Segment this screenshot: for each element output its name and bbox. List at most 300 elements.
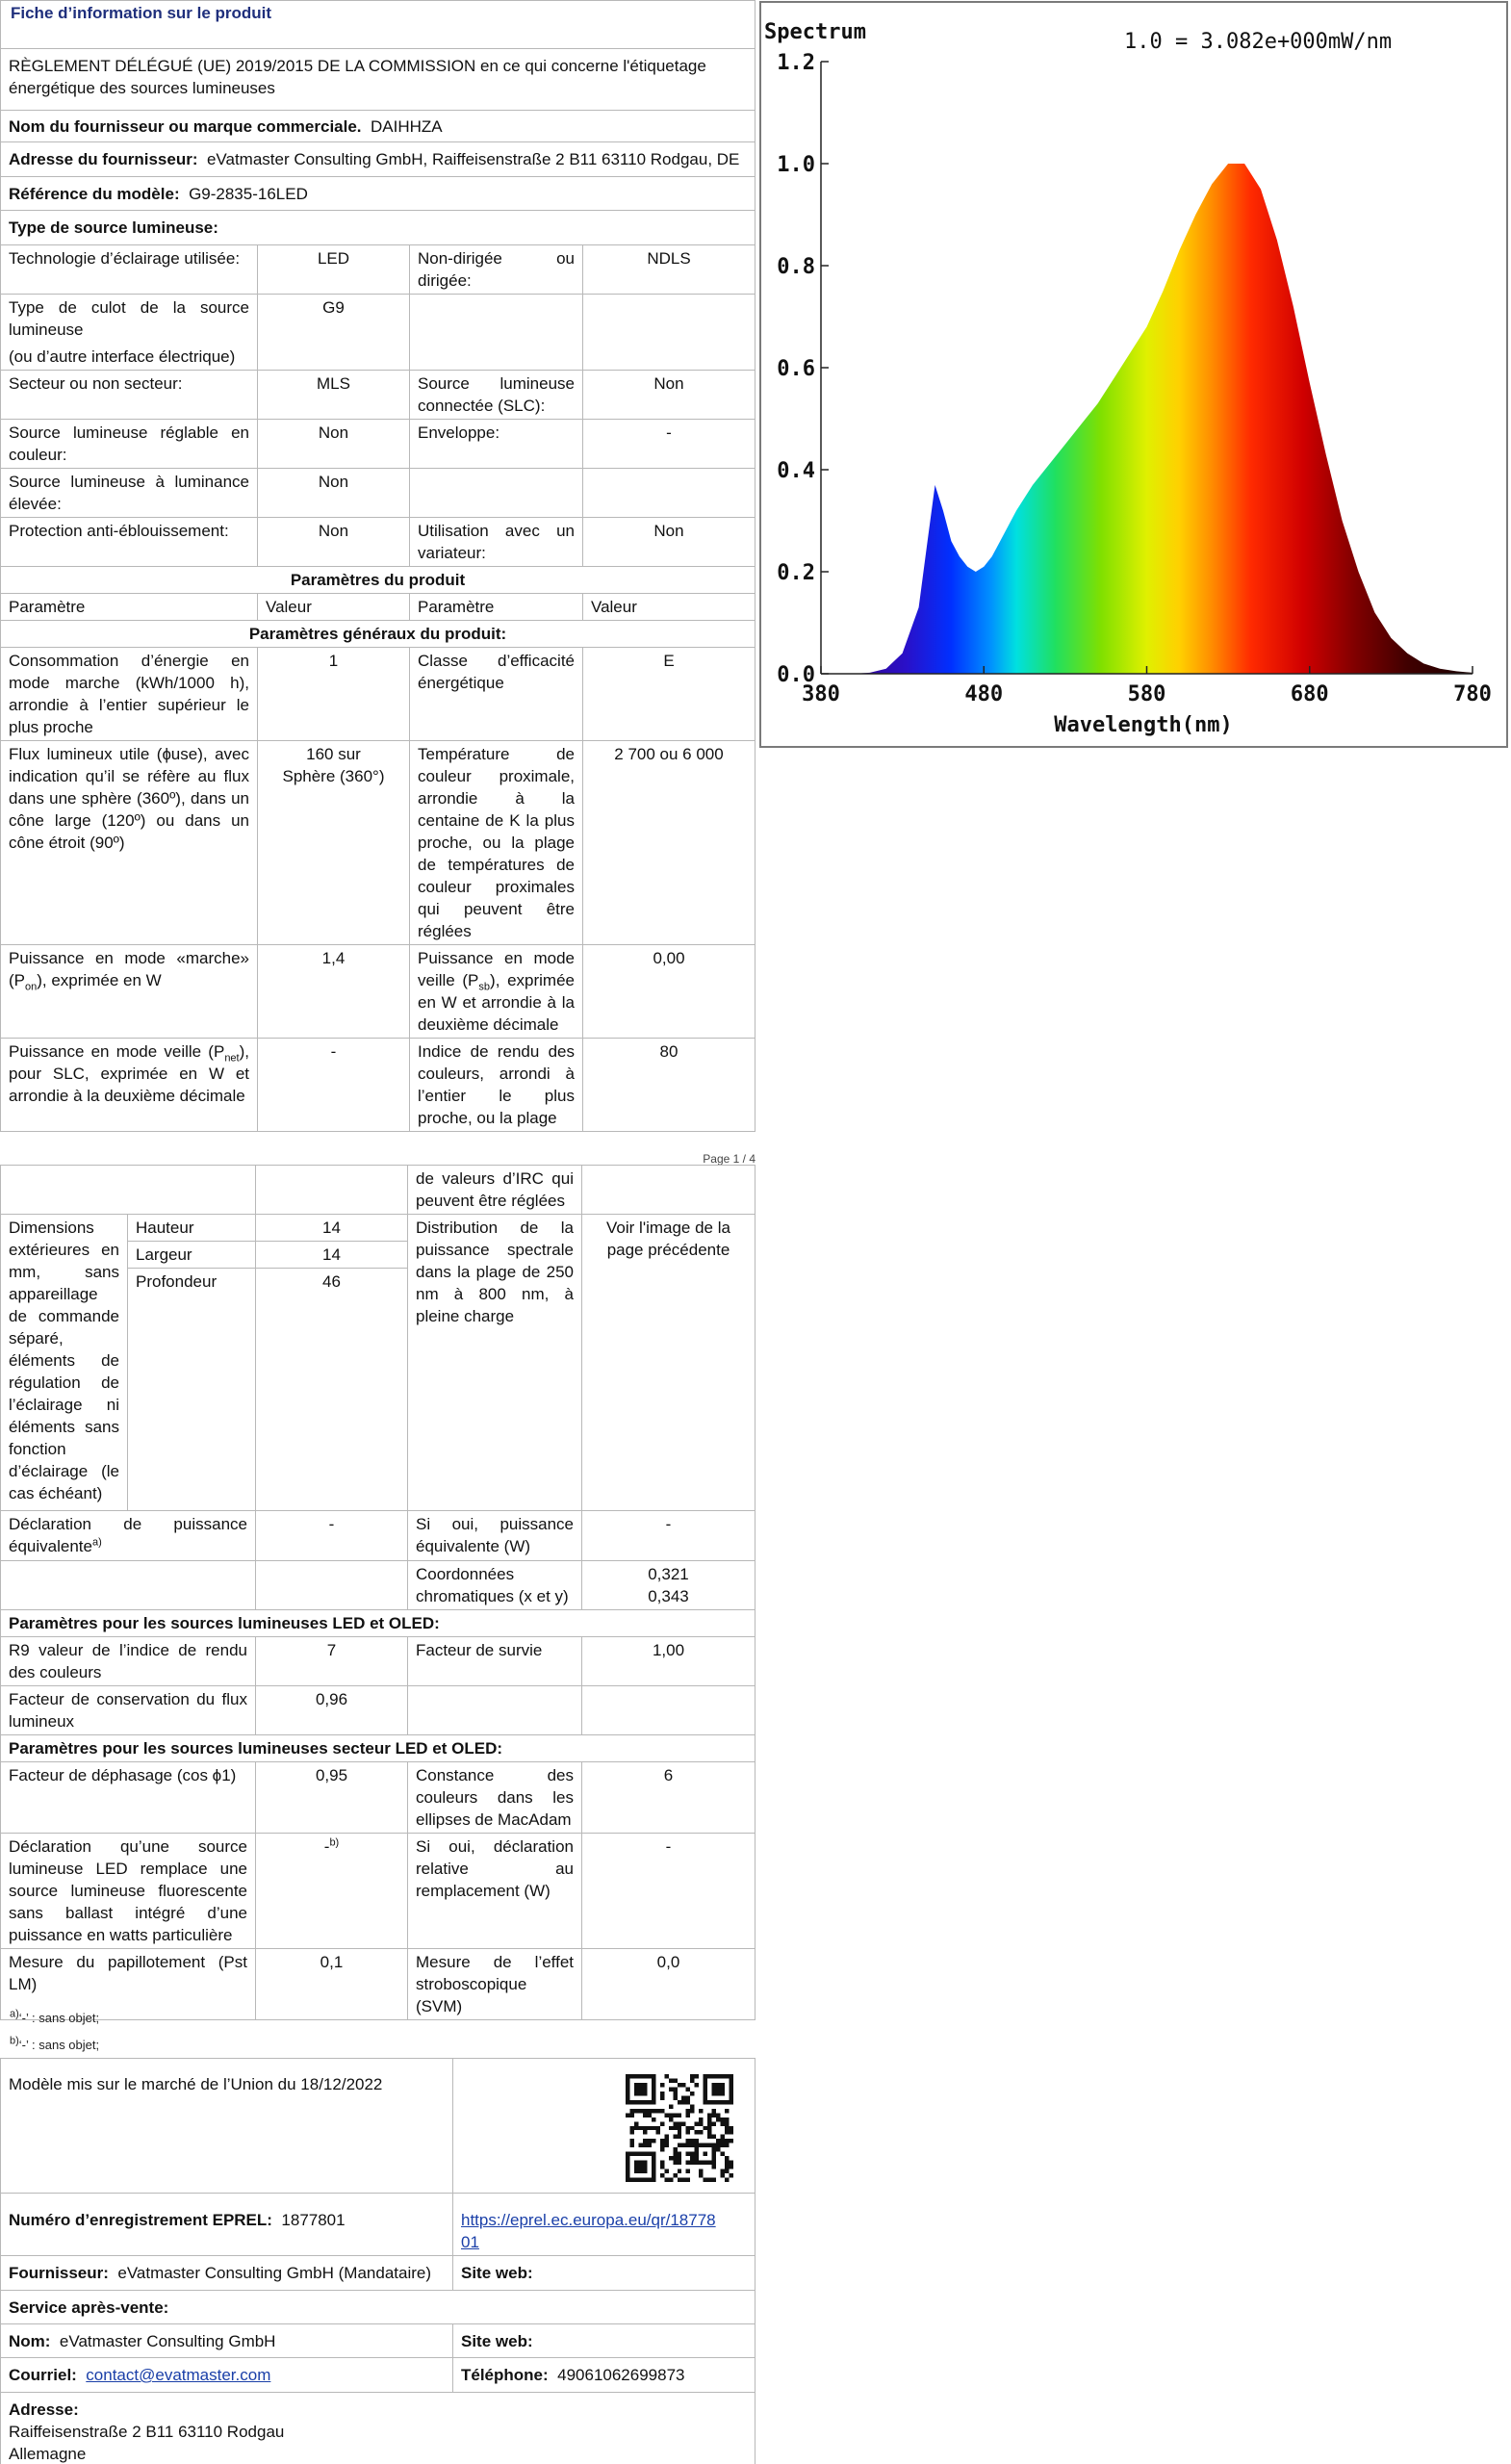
address-line1: Raiffeisenstraße 2 B11 63110 Rodgau (9, 2423, 285, 2441)
qr-module (730, 2126, 733, 2130)
on-power-label-a: Puissance en mode «marche» (P (9, 949, 249, 989)
qr-module (721, 2083, 725, 2087)
flux-value-line1: 160 sur (306, 745, 361, 763)
qr-module (643, 2139, 647, 2143)
qr-module (652, 2169, 655, 2173)
qr-module (664, 2135, 668, 2139)
net-standby-label (1, 1039, 258, 1132)
qr-module (673, 2135, 677, 2139)
qr-module (652, 2156, 655, 2160)
qr-module (626, 2161, 629, 2165)
qr-module (681, 2143, 685, 2147)
product-params-heading: Paramètres du produit (1, 567, 756, 594)
dimmable-label: Utilisation avec un variateur: (410, 518, 583, 567)
qr-module (712, 2092, 716, 2095)
qr-module (704, 2078, 707, 2082)
standby-value: 0,00 (583, 945, 756, 1039)
qr-module (660, 2095, 664, 2099)
empty-cell (582, 1686, 756, 1735)
qr-module (638, 2100, 642, 2104)
qr-module (707, 2161, 711, 2165)
qr-module (707, 2126, 711, 2130)
qr-module (660, 2165, 664, 2169)
qr-module (707, 2130, 711, 2134)
qr-module (686, 2161, 690, 2165)
qr-module (681, 2121, 685, 2125)
macadam-value: 6 (582, 1762, 756, 1834)
qr-module (673, 2113, 677, 2117)
x-tick-label: 680 (1290, 682, 1329, 706)
qr-module (712, 2135, 716, 2139)
qr-module (721, 2169, 725, 2173)
qr-module (626, 2156, 629, 2160)
qr-module (690, 2143, 694, 2147)
qr-module (690, 2109, 694, 2113)
qr-module (643, 2169, 647, 2173)
qr-module (626, 2087, 629, 2091)
supplier-address-row (1, 142, 756, 177)
service-name-label: Nom: (9, 2332, 51, 2350)
qr-module (673, 2121, 677, 2125)
qr-module (647, 2178, 651, 2182)
qr-module (652, 2165, 655, 2169)
survival-value: 1,00 (582, 1637, 756, 1686)
qr-module (652, 2078, 655, 2082)
qr-module (634, 2100, 638, 2104)
envelope-value: - (583, 420, 756, 469)
qr-module (643, 2113, 647, 2117)
qr-module (678, 2135, 681, 2139)
empty-cell (582, 1166, 756, 1215)
qr-module (721, 2100, 725, 2104)
qr-module (626, 2095, 629, 2099)
qr-module (716, 2147, 720, 2151)
qr-module (678, 2100, 681, 2104)
r9-label: R9 valeur de l’indice de rendu des couleurs (1, 1637, 256, 1686)
qr-module (686, 2095, 690, 2099)
footnote-b-text: ‘-’ : sans objet; (18, 2038, 100, 2052)
qr-module (634, 2087, 638, 2091)
mains-led-params-heading: Paramètres pour les sources lumineuses secteur LED et OLED: (1, 1735, 756, 1762)
macadam-label: Constance des couleurs dans les ellipses de MacAdam (408, 1762, 582, 1834)
qr-module (626, 2178, 629, 2182)
qr-module (699, 2118, 703, 2121)
led-params-heading: Paramètres pour les sources lumineuses LED et OLED: (1, 1610, 756, 1637)
qr-module (664, 2139, 668, 2143)
mains-label: Secteur ou non secteur: (1, 371, 258, 420)
qr-module (652, 2083, 655, 2087)
qr-module (629, 2109, 633, 2113)
qr-module (634, 2178, 638, 2182)
qr-code[interactable] (626, 2074, 733, 2182)
qr-module (655, 2130, 659, 2134)
qr-module (712, 2109, 716, 2113)
standby-label-b: ), exprimée en W et arrondie à la deuxième décimale (418, 971, 575, 1034)
col-header-value: Valeur (258, 594, 410, 621)
qr-module (712, 2113, 716, 2117)
flicker-value: 0,1 (256, 1949, 408, 2020)
chroma-y: 0,343 (648, 1587, 689, 1605)
qr-module (716, 2100, 720, 2104)
spectrum-chart (758, 0, 1511, 749)
supplier-address-label: Adresse du fournisseur: (9, 150, 198, 168)
qr-module (643, 2126, 647, 2130)
on-power-value: 1,4 (258, 945, 410, 1039)
qr-module (638, 2143, 642, 2147)
qr-module (673, 2092, 677, 2095)
eprel-label: Numéro d’enregistrement EPREL: (9, 2211, 272, 2229)
qr-module (634, 2109, 638, 2113)
qr-module (721, 2139, 725, 2143)
model-value: G9-2835-16LED (189, 185, 308, 203)
efficiency-class-label: Classe d’efficacité énergétique (410, 648, 583, 741)
phone-row (453, 2358, 756, 2393)
qr-module (704, 2152, 707, 2156)
col-header-value-2: Valeur (583, 594, 756, 621)
qr-module (643, 2109, 647, 2113)
qr-module (626, 2100, 629, 2104)
qr-module (695, 2143, 699, 2147)
qr-module (652, 2126, 655, 2130)
stroboscopic-value: 0,0 (582, 1949, 756, 2020)
qr-module (707, 2143, 711, 2147)
qr-module (730, 2078, 733, 2082)
standby-label (410, 945, 583, 1039)
qr-module (678, 2130, 681, 2134)
qr-module (626, 2165, 629, 2169)
qr-module (725, 2143, 729, 2147)
qr-module (686, 2100, 690, 2104)
qr-module (638, 2152, 642, 2156)
qr-module (678, 2156, 681, 2160)
width-label: Largeur (128, 1242, 256, 1269)
qr-module (725, 2161, 729, 2165)
email-link[interactable]: contact@evatmaster.com (86, 2366, 271, 2384)
qr-module (673, 2152, 677, 2156)
qr-module (647, 2074, 651, 2078)
flux-value-line2: Sphère (360°) (282, 767, 385, 785)
qr-module (643, 2143, 647, 2147)
qr-module (704, 2095, 707, 2099)
qr-module (626, 2092, 629, 2095)
supplier-value: eVatmaster Consulting GmbH (Mandataire) (117, 2264, 432, 2282)
x-tick-label: 780 (1453, 682, 1492, 706)
height-label: Hauteur (128, 1215, 256, 1242)
qr-module (673, 2156, 677, 2160)
qr-module (638, 2087, 642, 2091)
qr-module (626, 2113, 629, 2117)
qr-module (716, 2143, 720, 2147)
qr-module (681, 2100, 685, 2104)
qr-module (690, 2139, 694, 2143)
equiv-power-label: Si oui, puissance équivalente (W) (408, 1511, 582, 1561)
service-name-row (1, 2324, 453, 2358)
qr-module (660, 2147, 664, 2151)
empty-cell (408, 1686, 582, 1735)
supplier-name-value: DAIHHZA (370, 117, 443, 136)
qr-module (652, 2092, 655, 2095)
qr-module (730, 2139, 733, 2143)
eprel-row (1, 2194, 453, 2256)
cri-label-cont: de valeurs d’IRC qui peuvent être réglées (408, 1166, 582, 1215)
qr-module (725, 2165, 729, 2169)
survival-label: Facteur de survie (408, 1637, 582, 1686)
empty-cell (583, 295, 756, 371)
qr-module (643, 2074, 647, 2078)
spd-label: Distribution de la puissance spectrale dans la plage de 250 nm à 800 nm, à pleine charge (408, 1215, 582, 1511)
qr-module (669, 2178, 673, 2182)
eprel-value: 1877801 (281, 2211, 346, 2229)
website-label: Site web: (453, 2256, 756, 2291)
qr-module (712, 2100, 716, 2104)
qr-module (690, 2161, 694, 2165)
directional-label: Non-dirigée ou dirigée: (410, 245, 583, 295)
qr-module (660, 2139, 664, 2143)
qr-module (707, 2113, 711, 2117)
col-header-param-2: Paramètre (410, 594, 583, 621)
qr-module (716, 2113, 720, 2117)
qr-module (699, 2143, 703, 2147)
connected-value: Non (583, 371, 756, 420)
x-tick-label: 380 (802, 682, 840, 706)
qr-module (643, 2161, 647, 2165)
flux-label: Flux lumineux utile (ɸuse), avec indication qu’il se réfère au flux dans une sphère (360º), dans un cône large (120º) ou dans un cône étroit (90º) (1, 741, 258, 945)
qr-module (690, 2104, 694, 2108)
page-number: Page 1 / 4 (703, 1152, 756, 1166)
directional-value: NDLS (583, 245, 756, 295)
qr-module (704, 2074, 707, 2078)
qr-module (707, 2074, 711, 2078)
cap-label (1, 295, 258, 371)
qr-module (712, 2074, 716, 2078)
qr-module (707, 2178, 711, 2182)
replacement-value (256, 1834, 408, 1949)
qr-module (626, 2083, 629, 2087)
qr-module (681, 2083, 685, 2087)
qr-module (695, 2152, 699, 2156)
supplier-name-row (1, 111, 756, 142)
qr-module (664, 2143, 668, 2147)
qr-module (655, 2109, 659, 2113)
qr-module (695, 2130, 699, 2134)
qr-module (669, 2156, 673, 2160)
product-info-table-page1 (0, 0, 756, 1132)
chroma-label: Coordonnées chromatiques (x et y) (408, 1561, 582, 1610)
qr-module (647, 2100, 651, 2104)
qr-module (643, 2083, 647, 2087)
footnote-a-mark: a) (10, 2008, 19, 2020)
qr-module (643, 2178, 647, 2182)
qr-module (673, 2078, 677, 2082)
qr-module (660, 2083, 664, 2087)
qr-module (725, 2178, 729, 2182)
qr-module (721, 2118, 725, 2121)
qr-module (730, 2074, 733, 2078)
qr-module (638, 2169, 642, 2173)
qr-module (678, 2113, 681, 2117)
qr-module (712, 2083, 716, 2087)
qr-module (695, 2074, 699, 2078)
qr-module (669, 2113, 673, 2117)
qr-module (647, 2126, 651, 2130)
qr-module (690, 2092, 694, 2095)
qr-module (725, 2100, 729, 2104)
email-label: Courriel: (9, 2366, 77, 2384)
page-title: Fiche d’information sur le produit (1, 1, 756, 49)
phone-label: Téléphone: (461, 2366, 549, 2384)
qr-module (673, 2095, 677, 2099)
qr-module (664, 2178, 668, 2182)
empty-cell (410, 295, 583, 371)
qr-module (699, 2169, 703, 2173)
equiv-label (1, 1511, 256, 1561)
qr-module (730, 2100, 733, 2104)
qr-module (725, 2130, 729, 2134)
standby-sub: sb (478, 981, 491, 993)
qr-module (721, 2173, 725, 2177)
qr-module (686, 2109, 690, 2113)
qr-module (725, 2121, 729, 2125)
footnote-b-mark: b) (10, 2035, 19, 2047)
qr-module (678, 2121, 681, 2125)
maintenance-value: 0,96 (256, 1686, 408, 1735)
qr-module (660, 2109, 664, 2113)
qr-module (681, 2095, 685, 2099)
qr-module (716, 2139, 720, 2143)
qr-module (707, 2118, 711, 2121)
r9-value: 7 (256, 1637, 408, 1686)
qr-module (678, 2143, 681, 2147)
qr-module (678, 2161, 681, 2165)
qr-module (712, 2087, 716, 2091)
qr-module (730, 2095, 733, 2099)
colour-tunable-value: Non (258, 420, 410, 469)
qr-module (660, 2161, 664, 2165)
qr-module (730, 2130, 733, 2134)
equiv-value: - (256, 1511, 408, 1561)
qr-module (686, 2169, 690, 2173)
flicker-label: Mesure du papillotement (Pst LM) (1, 1949, 256, 2020)
height-value: 14 (256, 1215, 408, 1242)
qr-module (643, 2152, 647, 2156)
envelope-label: Enveloppe: (410, 420, 583, 469)
qr-module (629, 2143, 633, 2147)
qr-module (638, 2126, 642, 2130)
phone-value: 49061062699873 (557, 2366, 685, 2384)
qr-module (652, 2095, 655, 2099)
qr-module (638, 2165, 642, 2169)
qr-module (652, 2173, 655, 2177)
market-date: Modèle mis sur le marché de l’Union du 18/12/2022 (1, 2059, 453, 2194)
col-header-param: Paramètre (1, 594, 258, 621)
qr-module (681, 2178, 685, 2182)
qr-module (652, 2178, 655, 2182)
qr-module (669, 2118, 673, 2121)
maintenance-label: Facteur de conservation du flux lumineux (1, 1686, 256, 1735)
qr-module (629, 2178, 633, 2182)
empty-cell (1, 1561, 256, 1610)
y-tick-label: 0.2 (777, 561, 815, 585)
qr-module (704, 2126, 707, 2130)
colour-tunable-label: Source lumineuse réglable en couleur: (1, 420, 258, 469)
qr-module (643, 2092, 647, 2095)
qr-module (704, 2143, 707, 2147)
qr-module (678, 2152, 681, 2156)
qr-module (669, 2078, 673, 2082)
qr-module (643, 2100, 647, 2104)
footnote-a-text: ‘-’ : sans objet; (18, 2011, 100, 2025)
y-tick-label: 0.6 (777, 357, 815, 381)
qr-module (664, 2074, 668, 2078)
replacement-claim-value: - (582, 1834, 756, 1949)
y-tick-label: 0.0 (777, 663, 815, 687)
supplier-label: Fournisseur: (9, 2264, 109, 2282)
supplier-name-label: Nom du fournisseur ou marque commerciale. (9, 117, 362, 136)
qr-module (704, 2092, 707, 2095)
qr-module (690, 2078, 694, 2082)
stroboscopic-label: Mesure de l’effet stroboscopique (SVM) (408, 1949, 582, 2020)
qr-module (629, 2074, 633, 2078)
qr-module (704, 2087, 707, 2091)
qr-module (669, 2104, 673, 2108)
qr-module (647, 2143, 651, 2147)
qr-module (730, 2083, 733, 2087)
qr-module (634, 2121, 638, 2125)
qr-module (652, 2109, 655, 2113)
qr-module (634, 2165, 638, 2169)
qr-module (730, 2173, 733, 2177)
service-website-label: Site web: (453, 2324, 756, 2358)
qr-module (686, 2126, 690, 2130)
equiv-power-value: - (582, 1511, 756, 1561)
net-standby-sub: net (224, 1052, 240, 1065)
qr-module (660, 2143, 664, 2147)
qr-module (707, 2121, 711, 2125)
chart-title: Spectrum (764, 20, 866, 44)
qr-module (652, 2161, 655, 2165)
y-tick-label: 0.4 (777, 459, 815, 483)
equiv-label-text: Déclaration de puissance équivalente (9, 1515, 247, 1555)
eprel-link[interactable]: https://eprel.ec.europa.eu/qr/1877801 (461, 2211, 716, 2251)
qr-module (626, 2169, 629, 2173)
qr-module (673, 2087, 677, 2091)
qr-module (730, 2087, 733, 2091)
qr-module (634, 2169, 638, 2173)
model-label: Référence du modèle: (9, 185, 180, 203)
address-line2: Allemagne (9, 2445, 87, 2463)
qr-module (638, 2161, 642, 2165)
qr-module (730, 2165, 733, 2169)
qr-module (673, 2126, 677, 2130)
qr-module (712, 2165, 716, 2169)
source-type-heading: Type de source lumineuse: (1, 211, 756, 245)
high-luminance-label: Source lumineuse à luminance élevée: (1, 469, 258, 518)
net-standby-value: - (258, 1039, 410, 1132)
qr-module (678, 2169, 681, 2173)
qr-module (695, 2121, 699, 2125)
qr-module (716, 2074, 720, 2078)
address-label: Adresse: (9, 2400, 79, 2419)
qr-module (725, 2126, 729, 2130)
qr-module (634, 2083, 638, 2087)
cap-label-line2: (ou d’autre interface électrique) (9, 347, 236, 366)
qr-module (707, 2100, 711, 2104)
empty-cell (256, 1561, 408, 1610)
qr-module (678, 2126, 681, 2130)
qr-module (626, 2173, 629, 2177)
email-row (1, 2358, 453, 2393)
qr-module (638, 2083, 642, 2087)
